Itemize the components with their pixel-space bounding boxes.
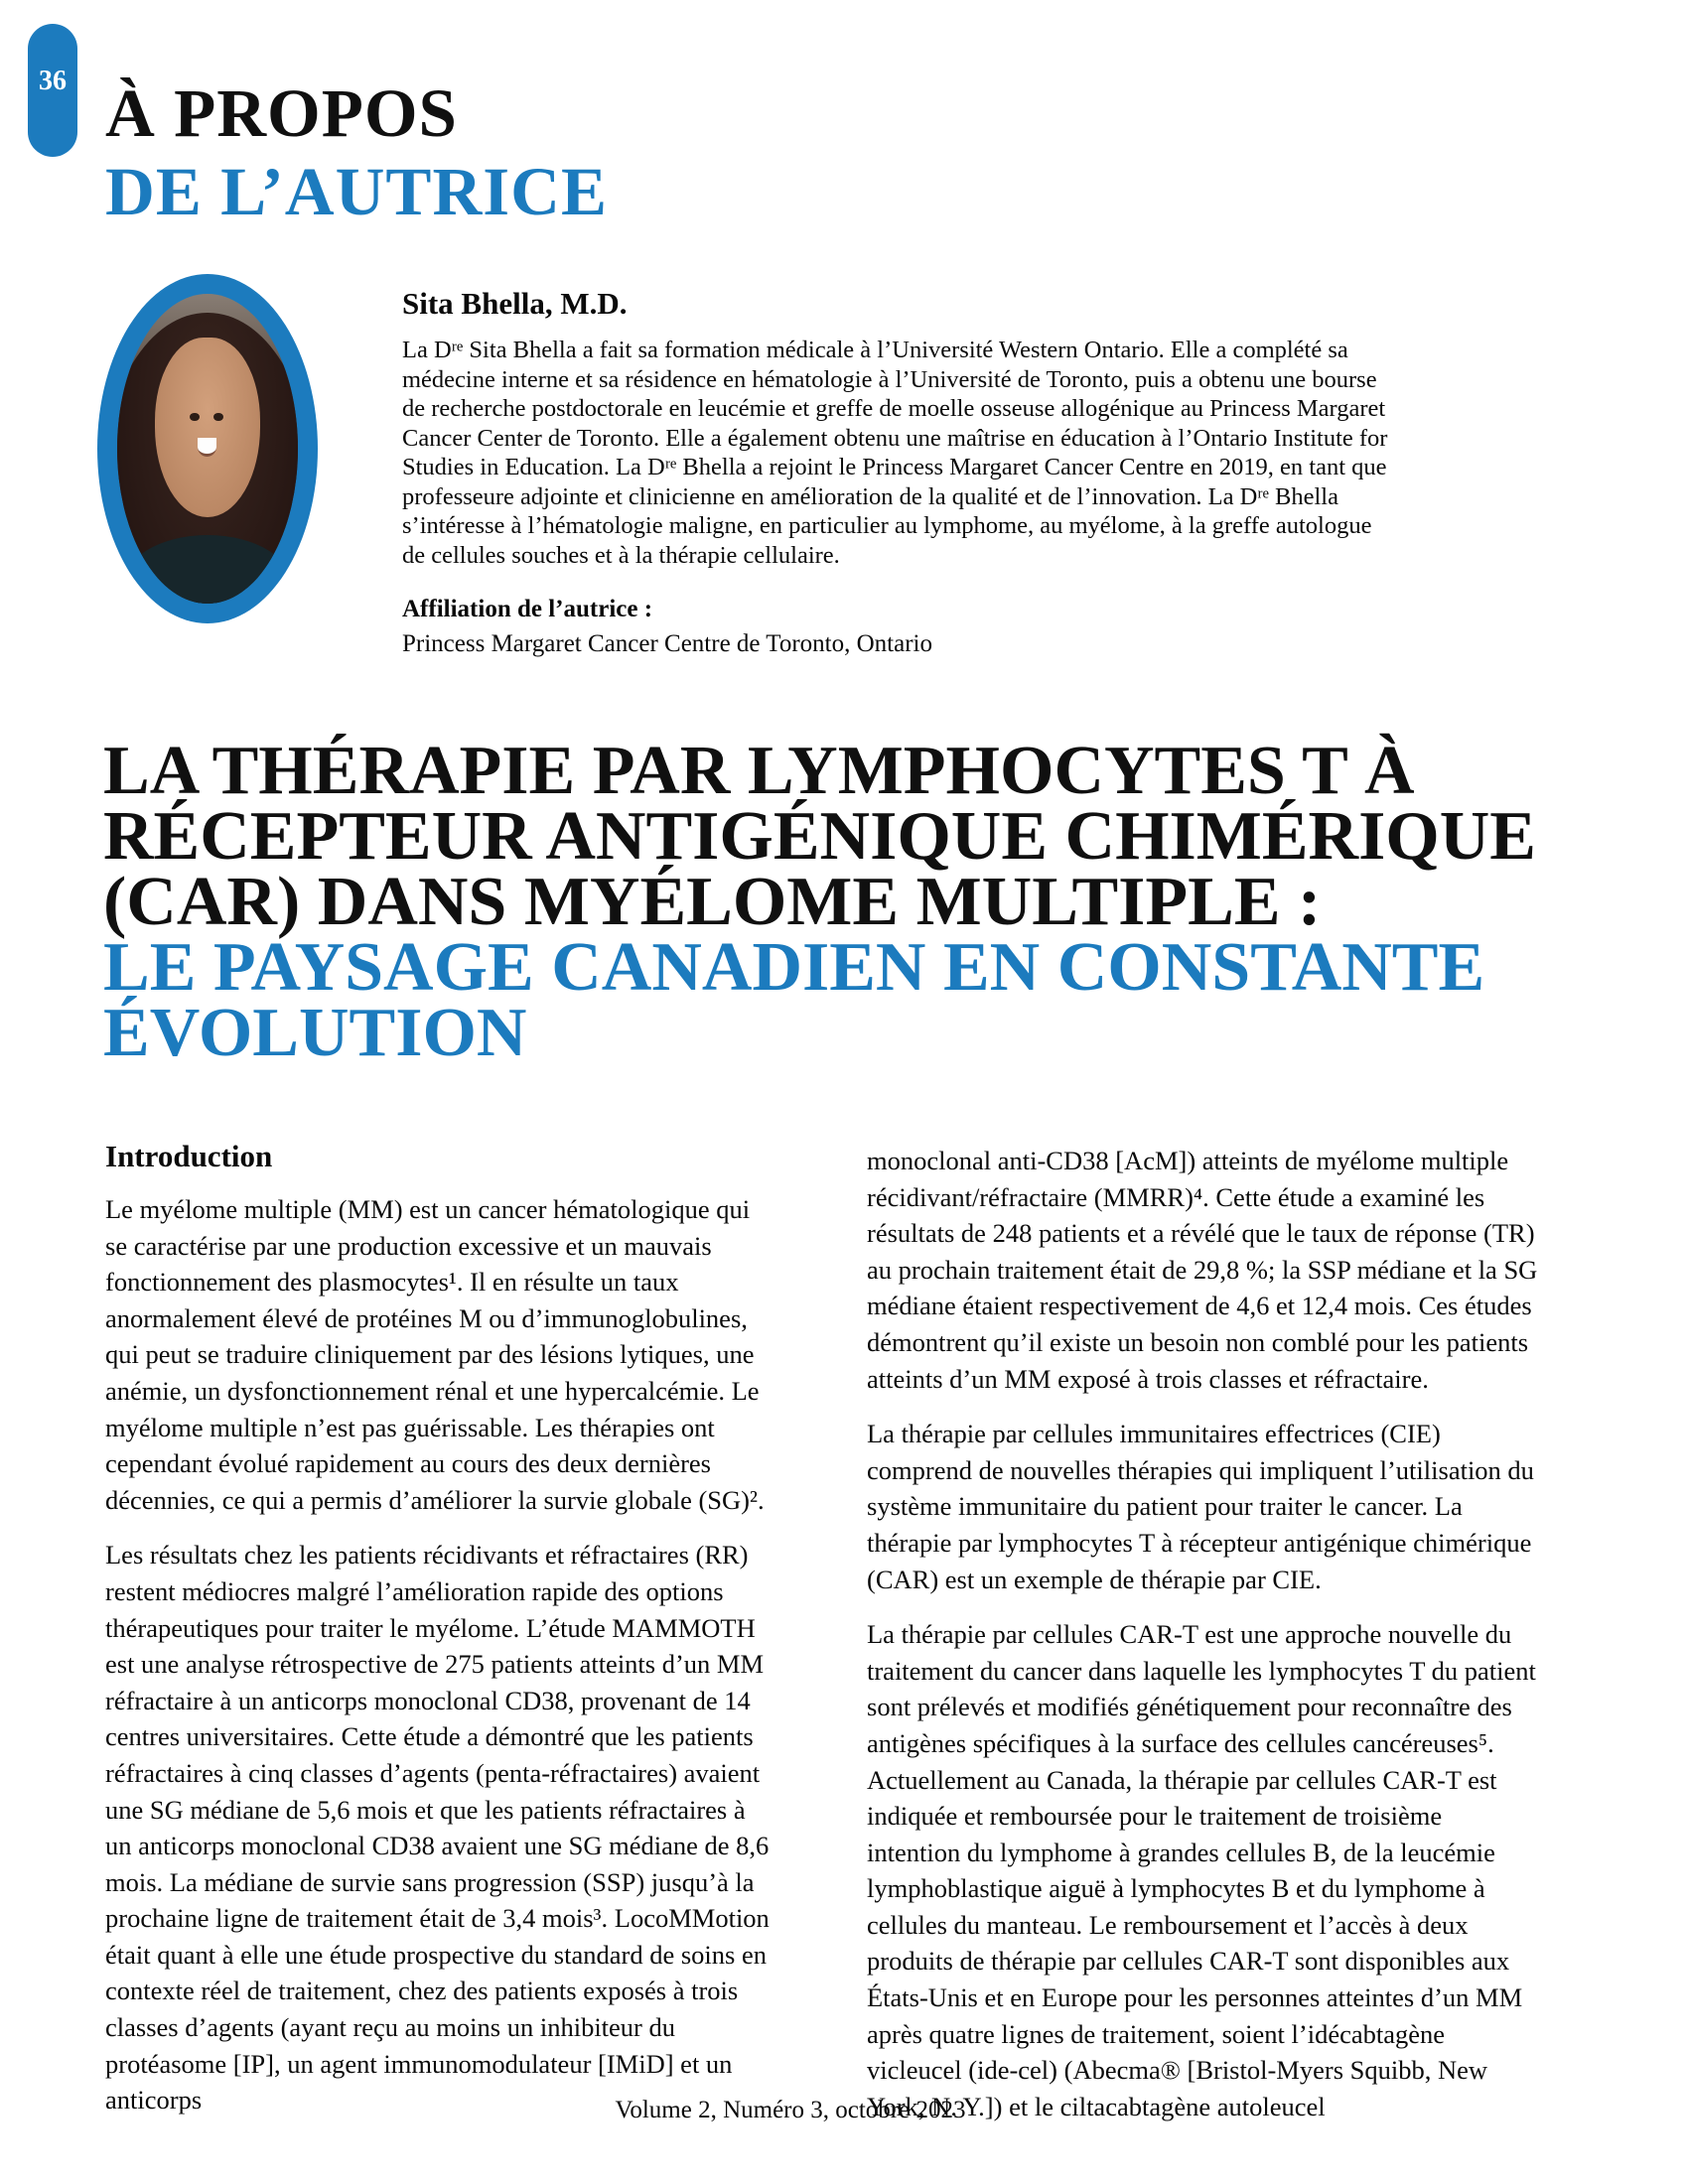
page-footer [0, 2097, 1581, 2124]
page-number-badge [28, 24, 77, 157]
article-title-line1: LA THÉRAPIE PAR LYMPHOCYTES T À [103, 733, 1415, 809]
page-number: 36 [39, 66, 67, 96]
affiliation-label: Affiliation de l’autrice : [402, 596, 653, 622]
affiliation-value: Princess Margaret Cancer Centre de Toronto, Ontario [402, 630, 932, 657]
right-column [867, 1138, 1539, 2124]
photo-face [155, 338, 260, 517]
author-photo-image [117, 294, 298, 604]
photo-eye-left [190, 413, 199, 421]
article-title-lines [103, 733, 1536, 1071]
about-heading-line2: DE L’AUTRICE [105, 154, 608, 230]
footer-text: Volume 2, Numéro 3, octobre 2023 [615, 2097, 966, 2123]
article-subtitle-line1: LE PAYSAGE CANADIEN EN CONSTANTE [103, 929, 1485, 1006]
body-paragraph: monoclonal anti-CD38 [AcM]) atteints de myélome multiple récidivant/réfractaire (MMRR)⁴. Cette étude a examiné les résultats de 248 patients et a révélé que le taux de réponse (TR) au prochain traitement était de 29,8 %; la SSP médiane et la SG médiane étaient respectivement de 4,6 et 12,4 mois. Ces études démontrent qu’il existe un besoin non comblé pour les patients atteints d’un MM exposé à trois classes et réfractaire. [867, 1146, 1538, 1394]
article-title-line2: RÉCEPTEUR ANTIGÉNIQUE CHIMÉRIQUE [103, 798, 1536, 875]
article-title-line3: (CAR) DANS MYÉLOME MULTIPLE : [103, 864, 1322, 940]
author-info-block [402, 286, 1393, 658]
about-author-heading [105, 74, 608, 231]
about-heading-line1: À PROPOS [105, 75, 458, 152]
photo-smile [198, 438, 216, 457]
author-bio: La Dʳᵉ Sita Bhella a fait sa formation médicale à l’Université Western Ontario. Elle a complété sa médecine interne et sa résidence en hématologie à l’Université de Toronto, puis a obtenu une bourse de recherche postdoctorale en leucémie et greffe de moelle osseuse allogénique au Princess Margaret Cancer Center de Toronto. Elle a également obtenu une maîtrise en éducation à l’Ontario Institute for Studies in Education. La Dʳᵉ Bhella a rejoint le Princess Margaret Cancer Centre en 2019, en tant que professeure adjointe et clinicienne en amélioration de la qualité et de l’innovation. La Dʳᵉ Bhella s’intéresse à l’hématologie maligne, en particulier au lymphome, au myélome, à la greffe autologue de cellules souches et à la thérapie cellulaire. [402, 337, 1388, 569]
article-body [105, 1138, 1539, 2124]
photo-eye-right [213, 413, 222, 421]
section-heading-introduction: Introduction [105, 1139, 273, 1173]
author-photo [97, 274, 318, 623]
article-title [103, 733, 1536, 1071]
article-subtitle-line2: ÉVOLUTION [103, 995, 527, 1071]
author-name: Sita Bhella, M.D. [402, 286, 628, 321]
body-paragraph: Le myélome multiple (MM) est un cancer hématologique qui se caractérise par une production excessive et un mauvais fonctionnement des plasmocytes¹. Il en résulte un taux anormalement élevé de protéines M ou d’immunoglobulines, qui peut se traduire cliniquement par des lésions lytiques, une anémie, un dysfonctionnement rénal et une hypercalcémie. Le myélome multiple n’est pas guérissable. Les thérapies ont cependant évolué rapidement au cours des deux dernières décennies, ce qui a permis d’améliorer la survie globale (SG)². [105, 1194, 765, 1515]
body-paragraph: Les résultats chez les patients récidivants et réfractaires (RR) restent médiocres malgré l’amélioration rapide des options thérapeutiques pour traiter le myélome. L’étude MAMMOTH est une analyse rétrospective de 275 patients atteints d’un MM réfractaire à un anticorps monoclonal CD38, provenant de 14 centres universitaires. Cette étude a démontré que les patients réfractaires à cinq classes d’agents (penta-réfractaires) avaient une SG médiane de 5,6 mois et que les patients réfractaires à un anticorps monoclonal CD38 avaient une SG médiane de 8,6 mois. La médiane de survie sans progression (SSP) jusqu’à la prochaine ligne de traitement était de 3,4 mois³. LocoMMotion était quant à elle une étude prospective du standard de soins en contexte réel de traitement, chez des patients exposés à trois classes d’agents (ayant reçu au moins un inhibiteur du protéasome [IP], un agent immunomodulateur [IMiD] et un anticorps [105, 1540, 770, 2116]
left-column [105, 1138, 777, 2124]
body-paragraph: La thérapie par cellules immunitaires effectrices (CIE) comprend de nouvelles thérapies qui impliquent l’utilisation du système immunitaire du patient pour traiter le cancer. La thérapie par lymphocytes T à récepteur antigénique chimérique (CAR) est un exemple de thérapie par CIE. [867, 1419, 1534, 1594]
body-paragraph: La thérapie par cellules CAR-T est une approche nouvelle du traitement du cancer dans laquelle les lymphocytes T du patient sont prélevés et modifiés génétiquement pour reconnaître des antigènes spécifiques à la surface des cellules cancéreuses⁵. Actuellement au Canada, la thérapie par cellules CAR-T est indiquée et remboursée pour le traitement de troisième intention du lymphome à grandes cellules B, de la leucémie lymphoblastique aiguë à lymphocytes B et du lymphome à cellules du manteau. Le remboursement et l’accès à deux produits de thérapie par cellules CAR-T sont disponibles aux États-Unis et en Europe pour les personnes atteintes d’un MM après quatre lignes de traitement, soient l’idécabtagène vicleucel (ide-cel) (Abecma® [Bristol-Myers Squibb, New York, N. Y.]) et le ciltacabtagène autoleucel [867, 1619, 1536, 2121]
